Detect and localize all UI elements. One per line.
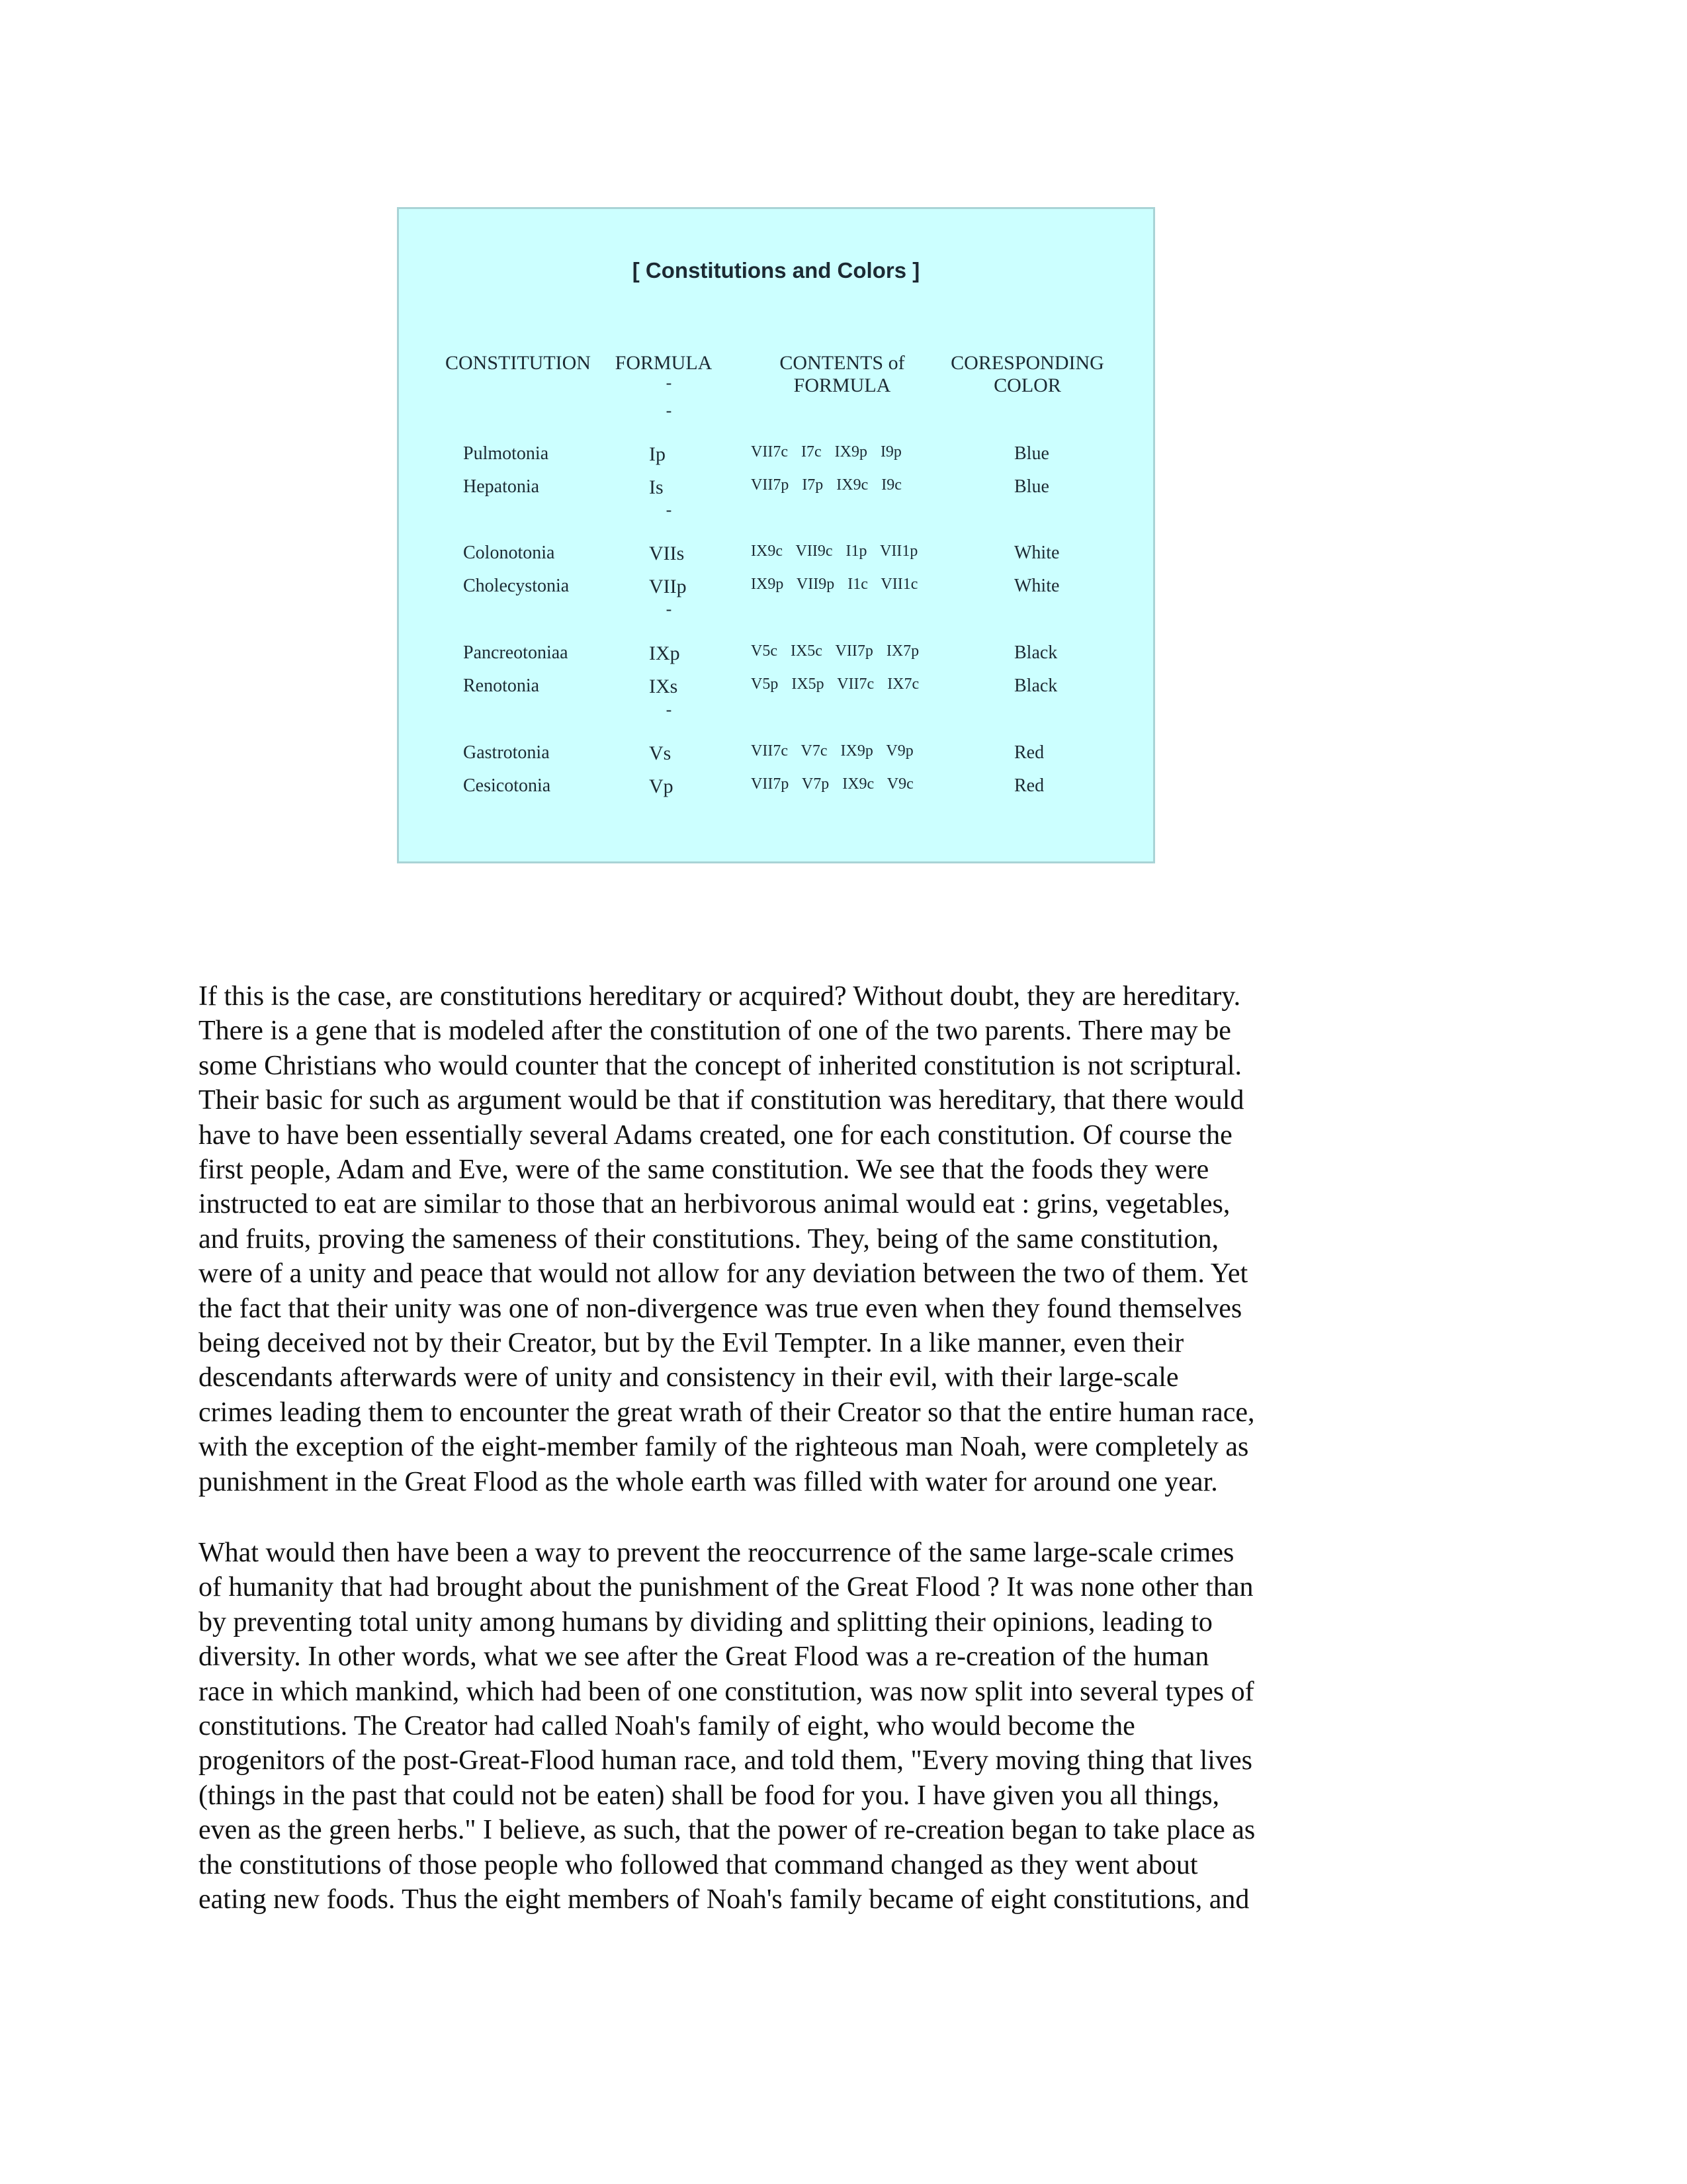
header-contents: CONTENTS of FORMULA <box>779 352 905 396</box>
table-row <box>399 775 1153 802</box>
formula: Is <box>649 476 664 498</box>
formula-contents: V5c IX5c VII7p IX7p <box>751 642 920 660</box>
corresponding-color: Black <box>1014 676 1058 696</box>
text-line: constitutions. The Creator had called Noah's family of eight, who would become the <box>198 1711 1135 1742</box>
constitution-name: Pulmotonia <box>463 443 549 464</box>
corresponding-color: Red <box>1014 775 1045 796</box>
text-line: punishment in the Great Flood as the whole earth was filled with water for around one year. <box>198 1466 1218 1497</box>
formula-contents: IX9c VII9c I1p VII1p <box>751 543 918 560</box>
text-line: some Christians who would counter that the concept of inherited constitution is not scriptural. <box>198 1050 1242 1081</box>
text-line: descendants afterwards were of unity and consistency in their evil, with their large-scale <box>198 1362 1179 1393</box>
formula-contents: VII7c V7c IX9p V9p <box>751 742 914 760</box>
table-row <box>399 742 1153 769</box>
corresponding-color: White <box>1014 576 1060 596</box>
text-line: of humanity that had brought about the punishment of the Great Flood ? It was none other than <box>198 1572 1254 1603</box>
formula-contents: V5p IX5p VII7c IX7c <box>751 676 920 693</box>
dash-mark: - <box>666 373 672 392</box>
constitution-name: Pancreotoniaa <box>463 642 568 663</box>
text-line: the constitutions of those people who followed that command changed as they went about <box>198 1849 1198 1880</box>
table-row <box>399 443 1153 470</box>
constitution-name: Hepatonia <box>463 476 540 497</box>
text-line: eating new foods. Thus the eight members of Noah's family became of eight constitutions, and <box>198 1884 1250 1915</box>
constitution-name: Gastrotonia <box>463 742 550 763</box>
constitution-name: Colonotonia <box>463 543 555 563</box>
formula-contents: VII7p V7p IX9c V9c <box>751 775 914 793</box>
constitution-name: Cesicotonia <box>463 775 551 796</box>
text-line: Their basic for such as argument would be that if constitution was hereditary, that there would <box>198 1085 1244 1116</box>
paragraph-great-flood <box>198 1536 1356 1917</box>
formula-contents: VII7p I7p IX9c I9c <box>751 476 902 494</box>
corresponding-color: Black <box>1014 642 1058 663</box>
formula: Ip <box>649 443 666 465</box>
text-line: There is a gene that is modeled after the constitution of one of the two parents. There may be <box>198 1016 1231 1047</box>
corresponding-color: White <box>1014 543 1060 563</box>
constitution-name: Renotonia <box>463 676 540 696</box>
text-line: the fact that their unity was one of non-divergence was true even when they found themselves <box>198 1293 1242 1324</box>
text-line: If this is the case, are constitutions hereditary or acquired? Without doubt, they are hereditary. <box>198 981 1241 1012</box>
dash-mark: - <box>666 500 672 519</box>
header-color: CORESPONDING COLOR <box>951 352 1104 396</box>
text-line: with the exception of the eight-member family of the righteous man Noah, were completely as <box>198 1432 1249 1463</box>
text-line: even as the green herbs." I believe, as such, that the power of re-creation began to take place as <box>198 1815 1256 1846</box>
text-line: (things in the past that could not be eaten) shall be food for you. I have given you all things, <box>198 1780 1220 1811</box>
formula: IXs <box>649 676 678 697</box>
text-line: progenitors of the post-Great-Flood human race, and told them, "Every moving thing that lives <box>198 1745 1252 1776</box>
text-line: by preventing total unity among humans by dividing and splitting their opinions, leading to <box>198 1606 1213 1638</box>
formula-contents: IX9p VII9p I1c VII1c <box>751 576 918 593</box>
header-formula: FORMULA <box>615 352 713 374</box>
header-constitution: CONSTITUTION <box>445 352 591 374</box>
text-line: instructed to eat are similar to those that an herbivorous animal would eat : grins, vegetables, <box>198 1189 1231 1220</box>
dash-mark: - <box>666 599 672 619</box>
formula-contents: VII7c I7c IX9p I9p <box>751 443 902 460</box>
dash-mark: - <box>666 700 672 719</box>
formula: Vs <box>649 742 671 764</box>
text-line: were of a unity and peace that would not allow for any deviation between the two of them. Yet <box>198 1258 1248 1289</box>
table-row <box>399 576 1153 602</box>
constitutions-colors-figure <box>397 207 1155 863</box>
text-line: and fruits, proving the sameness of their constitutions. They, being of the same constitution, <box>198 1223 1219 1254</box>
formula: VIIs <box>649 543 685 564</box>
figure-title: [ Constitutions and Colors ] <box>632 258 920 283</box>
corresponding-color: Blue <box>1014 443 1049 464</box>
paragraph-heredity <box>198 979 1356 1499</box>
text-line: first people, Adam and Eve, were of the same constitution. We see that the foods they were <box>198 1155 1209 1186</box>
text-line: diversity. In other words, what we see after the Great Flood was a re-creation of the human <box>198 1641 1209 1673</box>
dash-mark: - <box>666 401 672 420</box>
text-line: have to have been essentially several Adams created, one for each constitution. Of course the <box>198 1119 1233 1151</box>
text-line: What would then have been a way to prevent the reoccurrence of the same large-scale crimes <box>198 1538 1234 1568</box>
table-row <box>399 543 1153 569</box>
corresponding-color: Blue <box>1014 476 1049 497</box>
formula: IXp <box>649 642 680 664</box>
text-line: being deceived not by their Creator, but by the Evil Tempter. In a like manner, even their <box>198 1328 1184 1359</box>
corresponding-color: Red <box>1014 742 1045 763</box>
table-row <box>399 476 1153 503</box>
text-line: race in which mankind, which had been of one constitution, was now split into several types of <box>198 1676 1254 1707</box>
formula: VIIp <box>649 576 687 597</box>
formula: Vp <box>649 775 673 797</box>
table-row <box>399 642 1153 669</box>
text-line: crimes leading them to encounter the great wrath of their Creator so that the entire human race, <box>198 1397 1255 1428</box>
table-row <box>399 676 1153 702</box>
constitution-name: Cholecystonia <box>463 576 570 596</box>
